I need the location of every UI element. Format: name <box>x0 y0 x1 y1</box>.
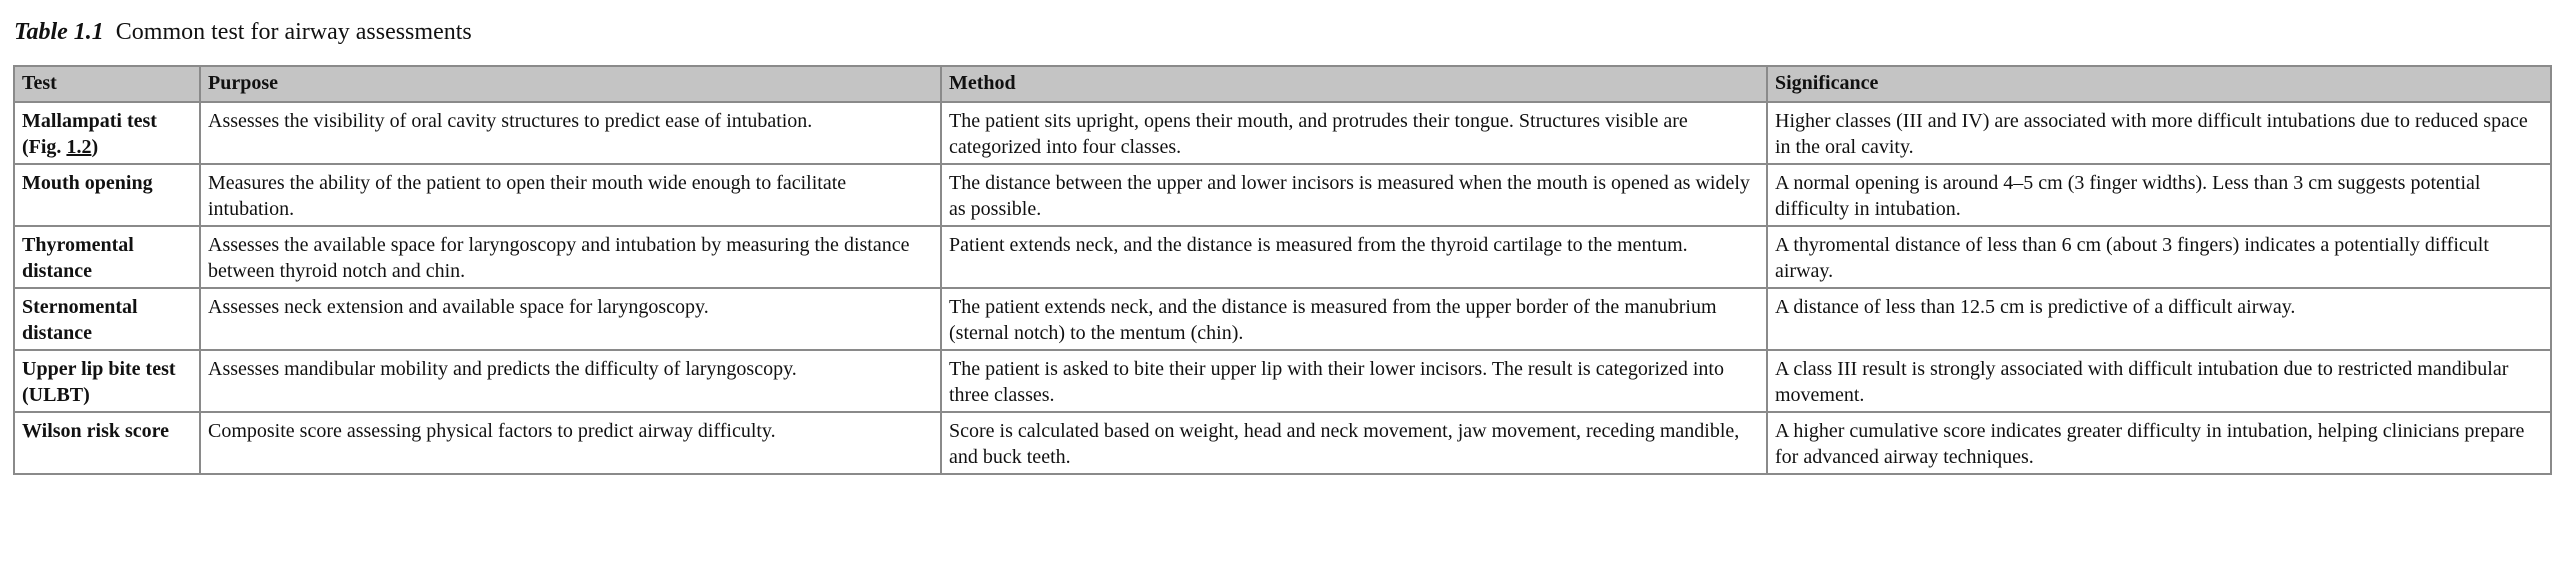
significance-cell: Higher classes (III and IV) are associated with more difficult intubations due to reduced space in the oral cavity. <box>1767 102 2551 164</box>
test-name: Mallampati test <box>22 110 157 132</box>
table-header-row <box>14 66 2551 102</box>
test-cell: Upper lip bite test (ULBT) <box>14 350 200 412</box>
test-cell: Sternomental distance <box>14 288 200 350</box>
method-cell: The patient is asked to bite their upper lip with their lower incisors. The result is categorized into three classes. <box>941 350 1767 412</box>
significance-cell: A normal opening is around 4–5 cm (3 finger widths). Less than 3 cm suggests potential difficulty in intubation. <box>1767 164 2551 226</box>
method-cell: The distance between the upper and lower incisors is measured when the mouth is opened as widely as possible. <box>941 164 1767 226</box>
airway-assessment-table <box>13 65 2552 475</box>
purpose-cell: Assesses the available space for laryngoscopy and intubation by measuring the distance between thyroid notch and chin. <box>200 226 941 288</box>
table-row <box>14 102 2551 164</box>
test-cell: Wilson risk score <box>14 412 200 474</box>
header-test: Test <box>14 66 200 102</box>
test-cell <box>14 102 200 164</box>
table-row <box>14 226 2551 288</box>
figure-ref-open: (Fig. <box>22 136 67 158</box>
header-method: Method <box>941 66 1767 102</box>
purpose-cell: Measures the ability of the patient to open their mouth wide enough to facilitate intubation. <box>200 164 941 226</box>
significance-cell: A thyromental distance of less than 6 cm (about 3 fingers) indicates a potentially difficult airway. <box>1767 226 2551 288</box>
table-caption <box>14 18 472 46</box>
figure-link[interactable]: 1.2 <box>66 136 92 158</box>
table-number: Table 1.1 <box>14 19 104 45</box>
purpose-cell: Assesses the visibility of oral cavity structures to predict ease of intubation. <box>200 102 941 164</box>
table-row <box>14 412 2551 474</box>
method-cell: Score is calculated based on weight, head and neck movement, jaw movement, receding mandible, and buck teeth. <box>941 412 1767 474</box>
table-row <box>14 288 2551 350</box>
purpose-cell: Composite score assessing physical factors to predict airway difficulty. <box>200 412 941 474</box>
method-cell: The patient extends neck, and the distance is measured from the upper border of the manubrium (sternal notch) to the mentum (chin). <box>941 288 1767 350</box>
method-cell: The patient sits upright, opens their mouth, and protrudes their tongue. Structures visible are categorized into four classes. <box>941 102 1767 164</box>
table-row <box>14 350 2551 412</box>
method-cell: Patient extends neck, and the distance is measured from the thyroid cartilage to the mentum. <box>941 226 1767 288</box>
test-cell: Mouth opening <box>14 164 200 226</box>
table-title: Common test for airway assessments <box>115 19 472 45</box>
figure-ref-close: ) <box>91 136 99 158</box>
purpose-cell: Assesses mandibular mobility and predicts the difficulty of laryngoscopy. <box>200 350 941 412</box>
header-purpose: Purpose <box>200 66 941 102</box>
significance-cell: A distance of less than 12.5 cm is predictive of a difficult airway. <box>1767 288 2551 350</box>
significance-cell: A class III result is strongly associated with difficult intubation due to restricted mandibular movement. <box>1767 350 2551 412</box>
significance-cell: A higher cumulative score indicates greater difficulty in intubation, helping clinicians prepare for advanced airway techniques. <box>1767 412 2551 474</box>
purpose-cell: Assesses neck extension and available space for laryngoscopy. <box>200 288 941 350</box>
test-cell: Thyromental distance <box>14 226 200 288</box>
header-significance: Significance <box>1767 66 2551 102</box>
table-row <box>14 164 2551 226</box>
